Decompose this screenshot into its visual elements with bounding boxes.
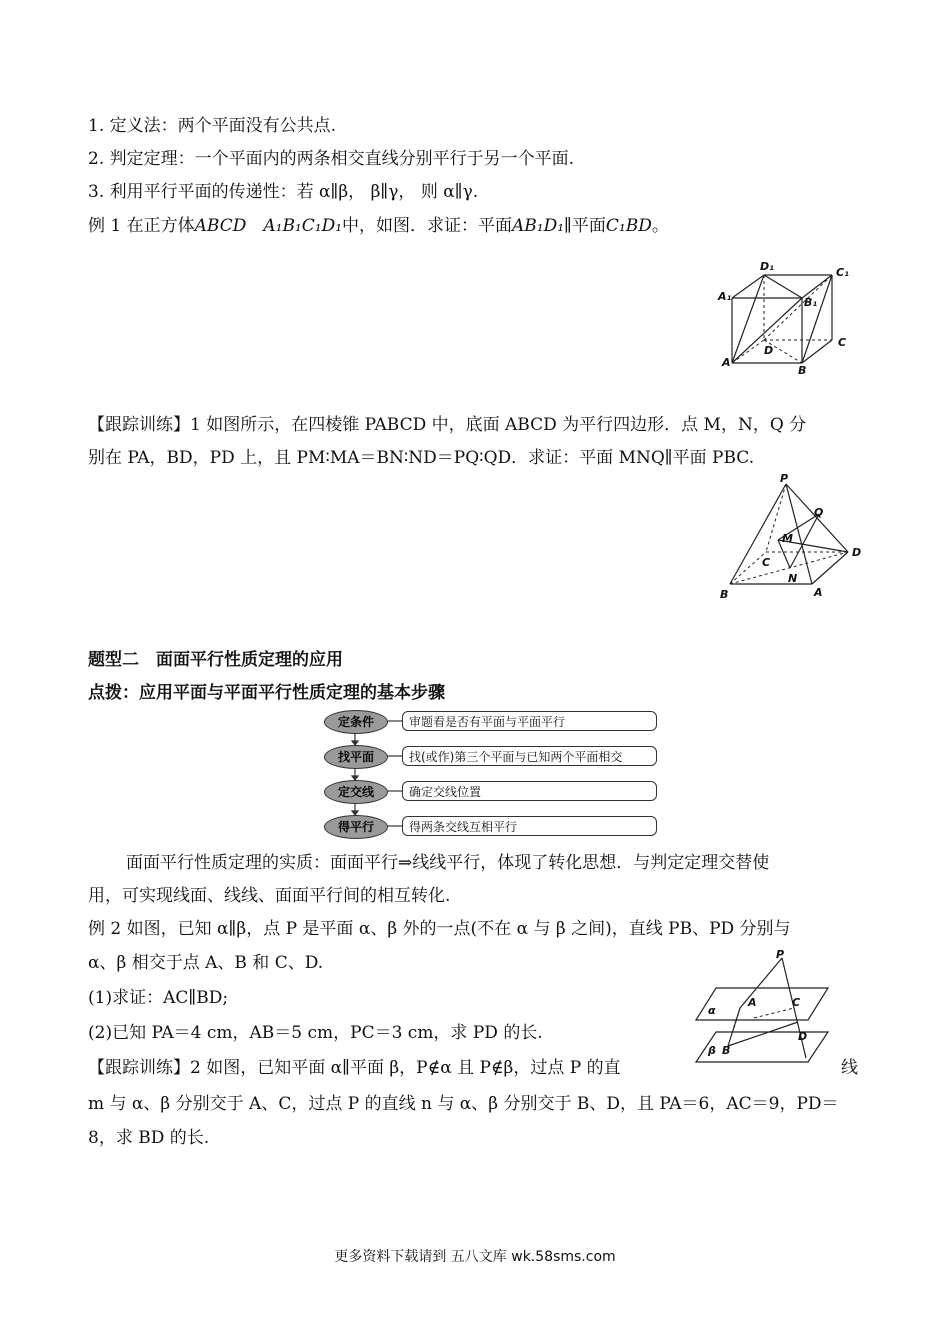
method-1: 1. 定义法：两个平面没有公共点. <box>88 116 337 136</box>
cube-label-b1: B₁ <box>804 296 818 309</box>
method-2: 2. 判定定理：一个平面内的两条相交直线分别平行于另一个平面. <box>88 149 575 169</box>
pyramid-label-a: A <box>814 586 823 599</box>
pyramid-label-q: Q <box>814 506 824 519</box>
cube-label-b: B <box>798 364 807 377</box>
pyramid-label-p: P <box>780 472 789 485</box>
example-1-cube: ABCD A₁B₁C₁D₁ <box>194 216 343 236</box>
pyramid-label-c: C <box>762 556 771 569</box>
example-1-plane-1: AB₁D₁ <box>512 216 565 236</box>
pyramid-label-n: N <box>788 572 798 585</box>
cube-label-c: C <box>838 336 847 349</box>
pyramid-label-b: B <box>720 588 729 601</box>
cube-label-d1: D₁ <box>760 260 774 273</box>
flow-desc-4: 得两条交线互相平行 <box>402 816 657 836</box>
training-2-line-1: 【跟踪训练】2 如图，已知平面 α∥平面 β，P∉α 且 P∉β，过点 P 的直 <box>88 1058 621 1078</box>
training-1-line-2: 别在 PA，BD，PD 上，且 PM∶MA＝BN∶ND＝PQ∶QD．求证：平面 MNQ∥平面 PBC. <box>88 448 755 468</box>
flow-desc-2: 找(或作)第三个平面与已知两个平面相交 <box>402 746 657 766</box>
example-1-label: 例 1 在正方体 <box>88 216 195 236</box>
planes-label-alpha: α <box>708 1004 716 1017</box>
cube-label-a: A <box>722 356 731 369</box>
cube-label-d: D <box>764 344 774 357</box>
example-1-plane-2: C₁BD <box>605 216 652 236</box>
flow-step-2: 找平面 <box>324 745 388 769</box>
cube-figure <box>712 258 862 378</box>
planes-label-beta: β <box>708 1044 716 1057</box>
planes-label-a: A <box>748 996 757 1009</box>
section-2-tip: 点拨：应用平面与平面平行性质定理的基本步骤 <box>88 683 445 703</box>
training-1-line-1: 【跟踪训练】1 如图所示，在四棱锥 PABCD 中，底面 ABCD 为平行四边形．点 M，N，Q 分 <box>88 415 807 435</box>
flow-chart <box>322 708 664 838</box>
example-1-end: 。 <box>651 216 669 236</box>
training-2-line-2: m 与 α、β 分别交于 A、C，过点 P 的直线 n 与 α、β 分别交于 B、D，且 PA＝6，AC＝9，PD＝ <box>88 1094 839 1114</box>
example-2-line-1: 例 2 如图，已知 α∥β，点 P 是平面 α、β 外的一点(不在 α 与 β 之间)，直线 PB、PD 分别与 <box>88 919 791 939</box>
pyramid-label-d: D <box>852 546 862 559</box>
training-2-line-3: 8，求 BD 的长. <box>88 1128 210 1148</box>
flow-step-4: 得平行 <box>324 815 388 839</box>
example-2-q2: (2)已知 PA＝4 cm，AB＝5 cm，PC＝3 cm，求 PD 的长. <box>88 1023 543 1043</box>
flow-desc-1: 审题看是否有平面与平面平行 <box>402 711 657 731</box>
planes-figure <box>694 950 834 1076</box>
essence-line-1: 面面平行性质定理的实质：面面平行⇒线线平行，体现了转化思想．与判定定理交替使 <box>126 853 770 873</box>
essence-line-2: 用，可实现线面、线线、面面平行间的相互转化. <box>88 886 451 906</box>
method-3: 3. 利用平行平面的传递性：若 α∥β， β∥γ， 则 α∥γ. <box>88 182 479 202</box>
training-2-line-1-end: 线 <box>841 1058 858 1078</box>
cube-label-c1: C₁ <box>836 266 849 279</box>
pyramid-label-m: M <box>782 532 793 545</box>
planes-label-p: P <box>776 950 785 961</box>
cube-label-a1: A₁ <box>718 290 732 303</box>
footer-link[interactable]: 更多资料下载请到 五八文库 wk.58sms.com <box>334 1249 616 1265</box>
pyramid-figure <box>712 472 872 604</box>
section-2-title: 题型二 面面平行性质定理的应用 <box>88 650 343 670</box>
flow-step-3: 定交线 <box>324 780 388 804</box>
flow-step-1: 定条件 <box>324 710 388 734</box>
example-1 <box>88 214 669 238</box>
example-2-q1: (1)求证：AC∥BD; <box>88 988 229 1008</box>
planes-label-b: B <box>722 1044 731 1057</box>
planes-label-c: C <box>792 996 801 1009</box>
example-1-parallel: ∥平面 <box>564 216 606 236</box>
example-2-line-2: α、β 相交于点 A、B 和 C、D. <box>88 953 324 973</box>
example-1-mid: 中，如图．求证：平面 <box>342 216 513 236</box>
flow-desc-3: 确定交线位置 <box>402 781 657 801</box>
planes-label-d: D <box>798 1030 808 1043</box>
